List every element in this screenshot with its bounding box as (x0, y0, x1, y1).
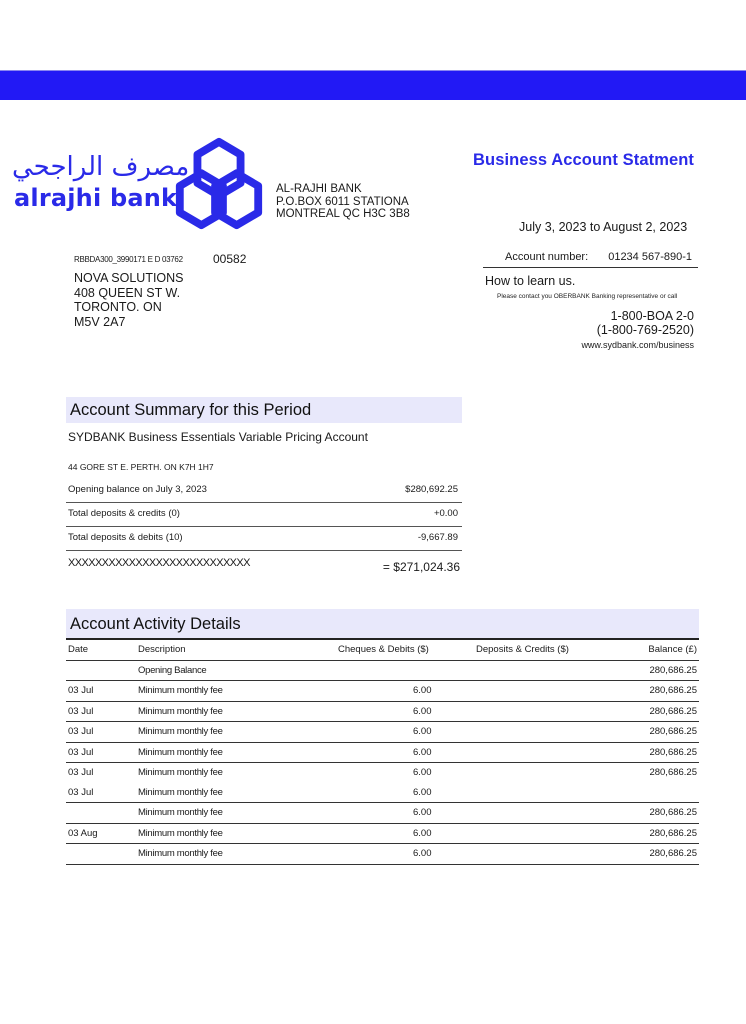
account-number-value: 01234 567-890-1 (608, 251, 692, 263)
row-date: 03 Jul (68, 746, 94, 758)
row-description: Minimum monthly fee (138, 746, 223, 758)
bank-address-line: MONTREAL QC H3C 3B8 (276, 208, 410, 220)
row-balance: 280,686.25 (649, 767, 697, 778)
summary-table (66, 479, 462, 575)
table-row: 03 Jul Minimum monthly fee 6.00 280,686.25 (66, 681, 699, 702)
table-row: 03 Aug Minimum monthly fee 6.00 280,686.25 (66, 824, 699, 845)
summary-heading: Account Summary for this Period (66, 397, 462, 423)
bank-address (276, 183, 410, 221)
summary-label: Total deposits & credits (0) (68, 508, 180, 519)
row-description: Minimum monthly fee (138, 726, 223, 737)
table-row: Minimum monthly fee 6.00 280,686.25 (66, 803, 699, 824)
row-description: Minimum monthly fee (138, 685, 223, 696)
row-description: Minimum monthly fee (138, 786, 223, 798)
closing-balance-row (66, 551, 462, 575)
row-date: 03 Jul (68, 786, 94, 798)
branch-address: 44 GORE ST E. PERTH. ON K7H 1H7 (68, 462, 214, 472)
column-header-description: Description (138, 644, 186, 655)
column-header-credits: Deposits & Credits ($) (476, 644, 569, 655)
bank-address-line: P.O.BOX 6011 STATIONA (276, 195, 409, 208)
summary-value: $280,692.25 (405, 484, 458, 495)
row-description: Opening Balance (138, 664, 207, 676)
recipient-line: 408 QUEEN ST W. (74, 285, 181, 300)
activity-heading: Account Activity Details (66, 609, 699, 638)
summary-row (66, 479, 462, 503)
bank-address-line: AL-RAJHI BANK (276, 183, 362, 195)
table-row (66, 661, 699, 682)
row-description: Minimum monthly fee (138, 848, 223, 859)
contact-text: Please contact you OBERBANK Banking representative or call (497, 293, 678, 300)
row-date: 03 Aug (68, 827, 98, 839)
row-balance: 280,686.25 (649, 827, 697, 839)
row-date: 03 Jul (68, 767, 94, 778)
statement-title: Business Account Statment (473, 151, 695, 169)
account-product: SYDBANK Business Essentials Variable Pricing Account (68, 430, 368, 444)
row-description: Minimum monthly fee (138, 827, 223, 839)
row-balance: 280,686.25 (649, 848, 697, 859)
summary-label: Total deposits & debits (10) (68, 532, 183, 543)
row-date: 03 Jul (68, 726, 94, 737)
recipient-address (74, 271, 184, 329)
phone-secondary: (1-800-769-2520) (596, 323, 694, 337)
row-balance: 280,686.25 (649, 746, 697, 758)
row-date: 03 Jul (68, 685, 94, 696)
summary-value: -9,667.89 (417, 532, 458, 543)
top-brand-bar (0, 70, 746, 100)
brand-name-english: alrajhi bank (14, 184, 178, 212)
row-description: Minimum monthly fee (138, 807, 223, 818)
table-row: 03 Jul Minimum monthly fee 6.00 280,686.25 (66, 722, 699, 743)
row-description: Minimum monthly fee (138, 767, 223, 778)
recipient-line: NOVA SOLUTIONS (74, 271, 184, 285)
activity-table (66, 638, 699, 865)
statement-period: July 3, 2023 to August 2, 2023 (519, 220, 688, 234)
column-header-balance: Balance (£) (648, 644, 697, 655)
website-link[interactable]: www.sydbank.com/business (581, 340, 694, 350)
learn-heading: How to learn us. (485, 274, 576, 288)
row-description: Minimum monthly fee (138, 705, 223, 717)
row-balance: 280,686.25 (649, 726, 697, 737)
column-header-date: Date (68, 644, 89, 655)
reference-code: RBBDA300_3990171 E D 03762 (74, 255, 183, 264)
closing-balance: = $271,024.36 (382, 560, 460, 574)
table-row: 03 Jul Minimum monthly fee 6.00 280,686.25 (68, 767, 697, 778)
bank-logo-icon (170, 135, 268, 235)
column-header-debits: Cheques & Debits ($) (338, 644, 429, 655)
activity-rows (66, 661, 699, 865)
account-number-row (483, 250, 698, 268)
table-row: 03 Jul Minimum monthly fee 6.00 280,686.25 (66, 702, 699, 723)
recipient-line: M5V 2A7 (74, 314, 126, 329)
table-row: 03 Jul Minimum monthly fee 6.00 280,686.25 (66, 743, 699, 764)
summary-row (66, 503, 462, 527)
recipient-line: TORONTO. ON (74, 300, 162, 314)
summary-label: Opening balance on July 3, 2023 (68, 484, 207, 495)
activity-header-row (66, 640, 699, 661)
reference-number: 00582 (213, 252, 247, 266)
row-balance: 280,686.25 (649, 705, 697, 717)
table-row: Minimum monthly fee 6.00 280,686.25 (66, 844, 699, 865)
row-balance: 280,686.25 (649, 685, 697, 696)
closing-label: XXXXXXXXXXXXXXXXXXXXXXXXXXX (68, 557, 250, 569)
row-date: 03 Jul (68, 705, 94, 717)
phone-primary: 1-800-BOA 2-0 (610, 309, 694, 323)
row-balance: 280,686.25 (649, 664, 697, 676)
brand-name-arabic: مصرف الراجحي (12, 152, 190, 182)
summary-value: +0.00 (433, 508, 458, 519)
summary-row (66, 527, 462, 551)
row-balance: 280,686.25 (649, 807, 697, 818)
table-row: 03 Jul Minimum monthly fee 6.00 (66, 783, 699, 804)
account-number-label: Account number: (505, 251, 589, 263)
